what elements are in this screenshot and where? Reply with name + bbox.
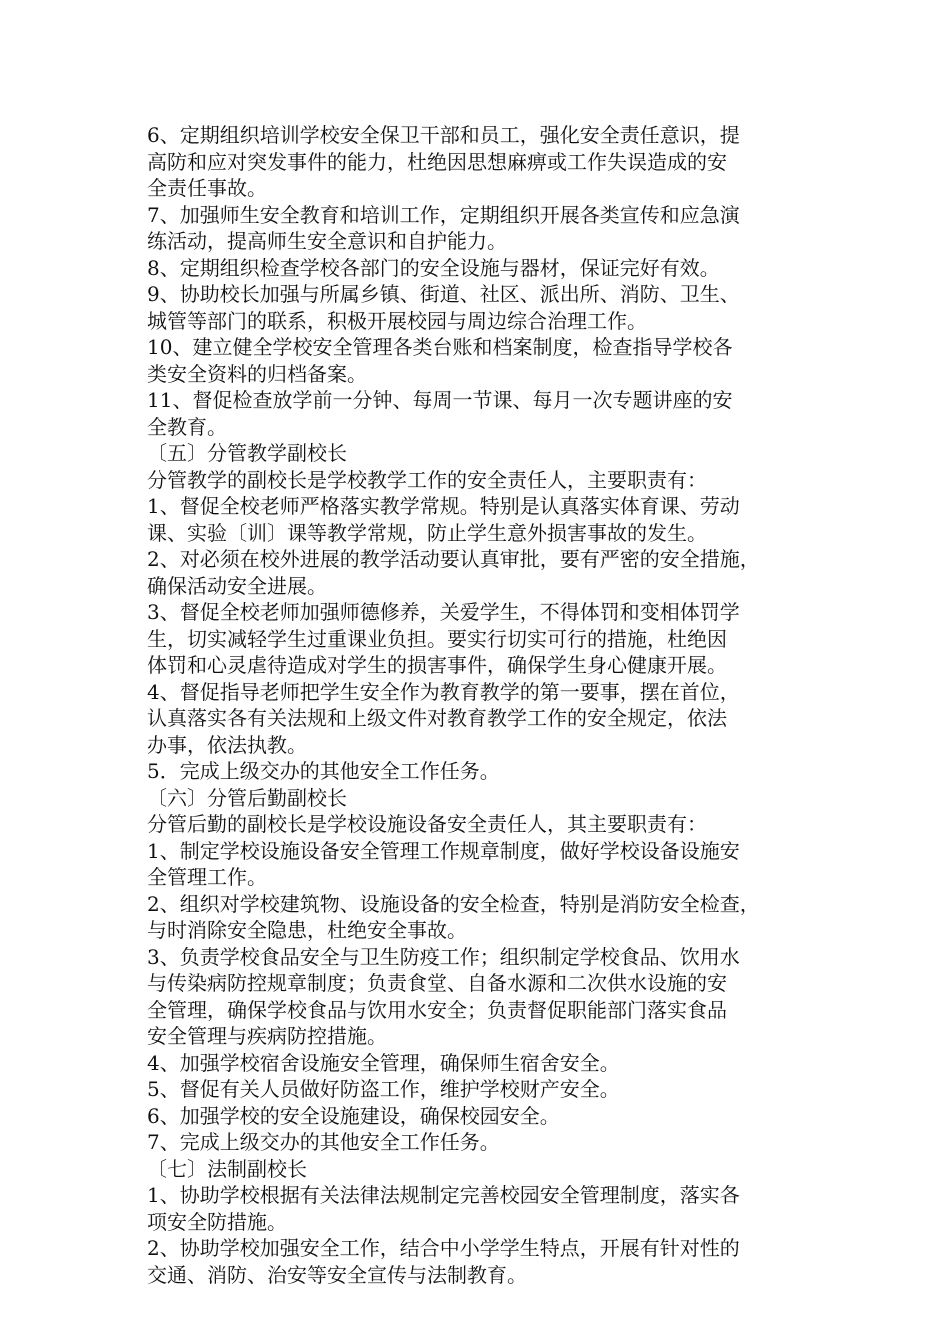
text-line: 3、负责学校食品安全与卫生防疫工作；组织制定学校食品、饮用水 [147, 944, 740, 969]
text-line: 7、完成上级交办的其他安全工作任务。 [147, 1130, 500, 1154]
text-line: 1、督促全校老师严格落实教学常规。特别是认真落实体育课、劳动 [147, 494, 740, 518]
text-line: 全管理，确保学校食品与饮用水安全；负责督促职能部门落实食品 [147, 997, 727, 1022]
text-line: 全管理工作。 [147, 865, 267, 889]
text-line: 安全管理与疾病防控措施。 [147, 1024, 387, 1048]
text-line: 交通、消防、治安等安全宣传与法制教育。 [147, 1262, 527, 1287]
text-line: 5．完成上级交办的其他安全工作任务。 [147, 759, 500, 783]
text-line: 与时消除安全隐患，杜绝安全事故。 [147, 918, 467, 942]
section-heading: 〔七〕法制副校长 [147, 1156, 307, 1181]
text-line: 分管教学的副校长是学校教学工作的安全责任人，主要职责有： [147, 467, 707, 492]
section-heading: 〔六〕分管后勤副校长 [147, 785, 347, 810]
document-body [147, 122, 830, 1288]
text-line: 项安全防措施。 [147, 1209, 287, 1234]
text-line: 1、协助学校根据有关法律法规制定完善校园安全管理制度，落实各 [147, 1183, 740, 1207]
text-line: 认真落实各有关法规和上级文件对教育教学工作的安全规定，依法 [147, 706, 727, 730]
section-heading: 〔五〕分管教学副校长 [147, 441, 347, 465]
text-line: 10、建立健全学校安全管理各类台账和档案制度，检查指导学校各 [147, 335, 733, 359]
text-line: 6、定期组织培训学校安全保卫干部和员工，强化安全责任意识，提 [147, 123, 740, 147]
text-line: 6、加强学校的安全设施建设，确保校园安全。 [147, 1103, 560, 1128]
text-line: 办事，依法执教。 [147, 732, 307, 757]
text-line: 8、定期组织检查学校各部门的安全设施与器材，保证完好有效。 [147, 255, 720, 280]
text-line: 2、协助学校加强安全工作，结合中小学学生特点，开展有针对性的 [147, 1236, 740, 1260]
text-line: 城管等部门的联系，积极开展校园与周边综合治理工作。 [147, 308, 647, 333]
text-line: 与传染病防控规章制度；负责食堂、自备水源和二次供水设施的安 [147, 971, 727, 995]
text-line: 1、制定学校设施设备安全管理工作规章制度，做好学校设备设施安 [147, 838, 740, 863]
text-line: 11、督促检查放学前一分钟、每周一节课、每月一次专题讲座的安 [147, 388, 733, 412]
text-line: 全责任事故。 [147, 176, 267, 200]
text-line: 分管后勤的副校长是学校设施设备安全责任人，其主要职责有： [147, 812, 707, 836]
text-line: 7、加强师生安全教育和培训工作，定期组织开展各类宣传和应急演 [147, 202, 740, 227]
text-line: 练活动，提高师生安全意识和自护能力。 [147, 229, 507, 253]
text-line: 体罚和心灵虐待造成对学生的损害事件，确保学生身心健康开展。 [147, 653, 727, 677]
text-line: 4、加强学校宿舍设施安全管理，确保师生宿舍安全。 [147, 1050, 620, 1075]
text-line: 全教育。 [147, 414, 227, 439]
text-line: 类安全资料的归档备案。 [147, 361, 367, 386]
text-line: 2、对必须在校外进展的教学活动要认真审批，要有严密的安全措施， [147, 547, 760, 571]
text-line: 5、督促有关人员做好防盗工作，维护学校财产安全。 [147, 1077, 620, 1101]
text-line: 确保活动安全进展。 [147, 573, 327, 598]
text-line: 高防和应对突发事件的能力，杜绝因思想麻痹或工作失误造成的安 [147, 149, 727, 174]
text-line: 9、协助校长加强与所属乡镇、街道、社区、派出所、消防、卫生、 [147, 282, 740, 306]
text-line: 2、组织对学校建筑物、设施设备的安全检查，特别是消防安全检查， [147, 891, 760, 916]
text-line: 3、督促全校老师加强师德修养，关爱学生，不得体罚和变相体罚学 [147, 600, 740, 624]
text-line: 4、督促指导老师把学生安全作为教育教学的第一要事，摆在首位， [147, 679, 740, 704]
text-line: 生，切实减轻学生过重课业负担。要实行切实可行的措施，杜绝因 [147, 626, 727, 651]
text-line: 课、实验〔训〕课等教学常规，防止学生意外损害事故的发生。 [147, 520, 707, 545]
